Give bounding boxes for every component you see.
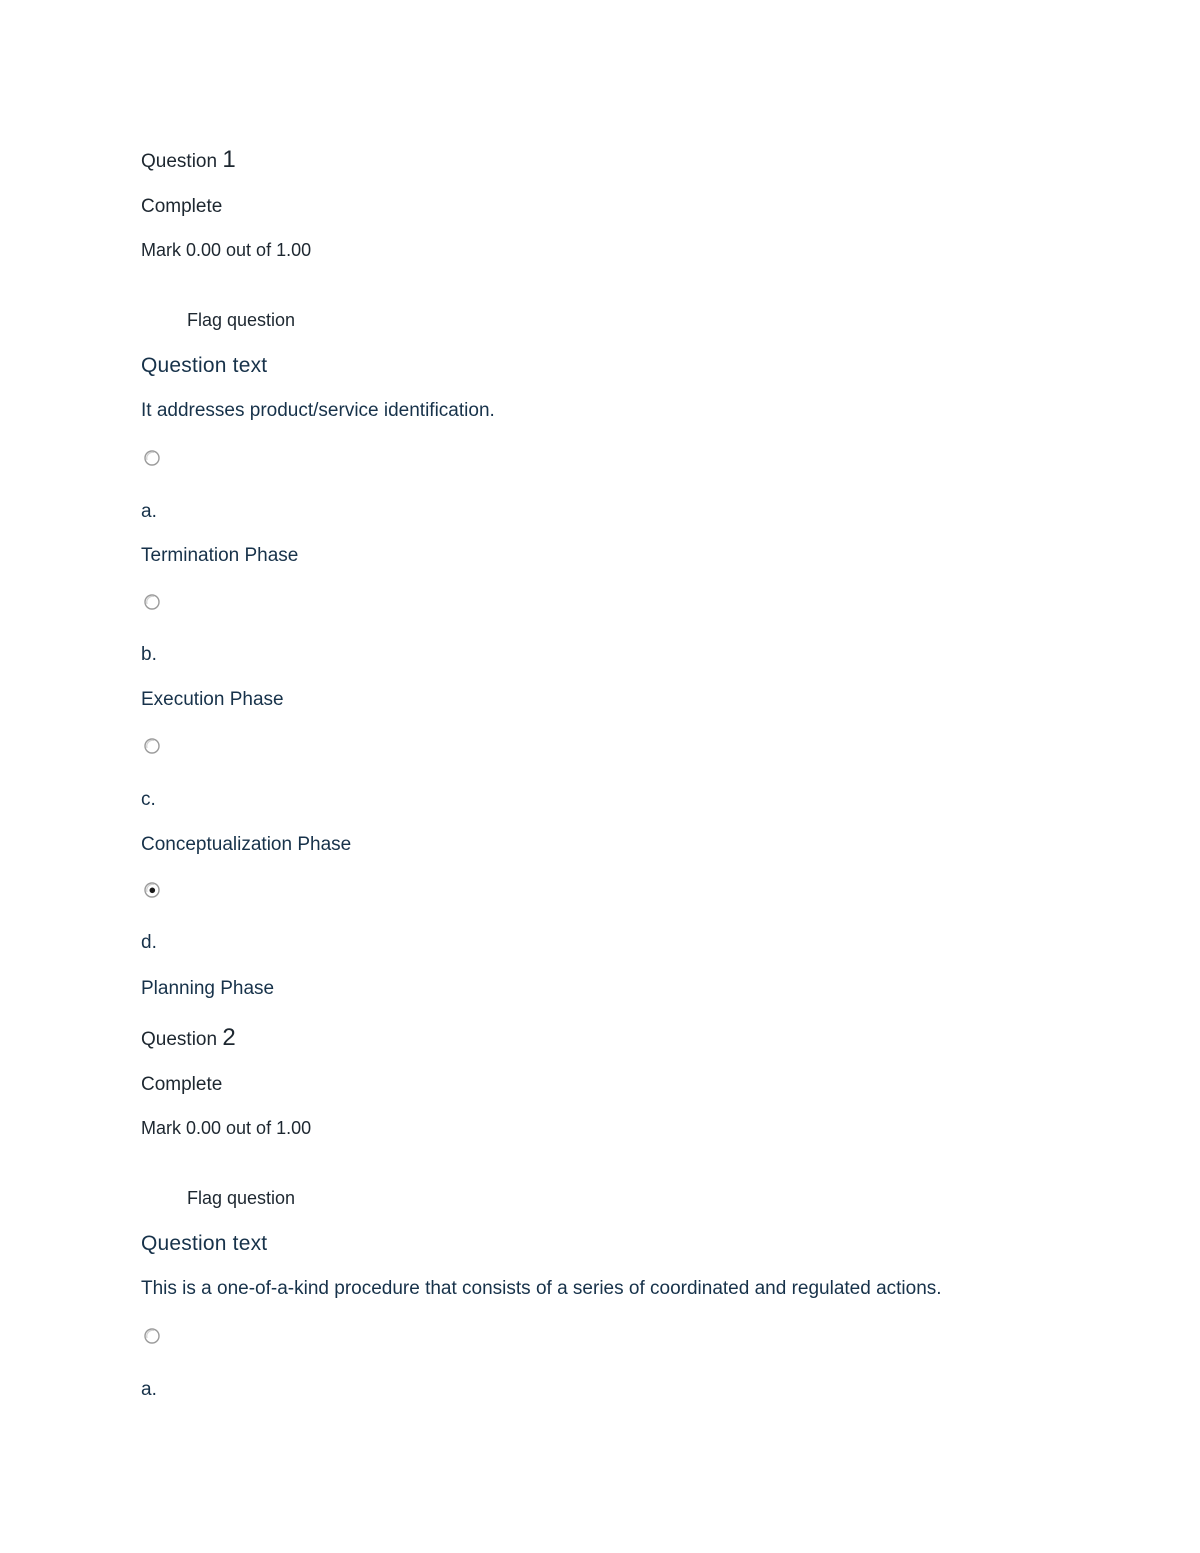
radio-option-2a[interactable]	[144, 1328, 160, 1344]
option-1c-letter: c.	[141, 789, 156, 810]
option-1a-letter: a.	[141, 501, 157, 522]
question-1-text: It addresses product/service identification.	[141, 400, 495, 421]
question-number: 1	[222, 146, 236, 173]
option-1a-text: Termination Phase	[141, 545, 299, 566]
option-1d-text: Planning Phase	[141, 978, 275, 999]
radio-unselected-icon	[144, 738, 160, 754]
question-2-text-heading: Question text	[141, 1232, 268, 1255]
question-label-text: Question	[141, 1029, 218, 1050]
option-1d-letter: d.	[141, 932, 157, 953]
question-1-flag-button[interactable]: Flag question	[187, 310, 296, 330]
option-1b-text: Execution Phase	[141, 689, 284, 710]
question-1-text-heading: Question text	[141, 354, 268, 377]
question-2-flag-button[interactable]: Flag question	[187, 1188, 296, 1208]
radio-selected-icon	[144, 882, 160, 898]
option-1c-text: Conceptualization Phase	[141, 834, 352, 855]
option-1b-letter: b.	[141, 644, 157, 665]
question-number: 2	[222, 1024, 236, 1051]
radio-option-1c[interactable]	[144, 738, 160, 754]
question-2-text: This is a one-of-a-kind procedure that consists of a series of coordinated and regulated actions.	[141, 1278, 942, 1299]
question-2-mark: Mark 0.00 out of 1.00	[141, 1118, 312, 1138]
radio-option-1a[interactable]	[144, 450, 160, 466]
radio-option-1b[interactable]	[144, 594, 160, 610]
radio-option-1d[interactable]	[144, 882, 160, 898]
radio-unselected-icon	[144, 1328, 160, 1344]
question-2-state: Complete	[141, 1074, 223, 1095]
question-label-text: Question	[141, 151, 218, 172]
option-2a-letter: a.	[141, 1379, 157, 1400]
radio-unselected-icon	[144, 450, 160, 466]
radio-unselected-icon	[144, 594, 160, 610]
question-1-mark: Mark 0.00 out of 1.00	[141, 240, 312, 260]
question-2-label	[141, 1026, 236, 1050]
question-1-state: Complete	[141, 196, 223, 217]
question-1-label	[141, 148, 236, 172]
